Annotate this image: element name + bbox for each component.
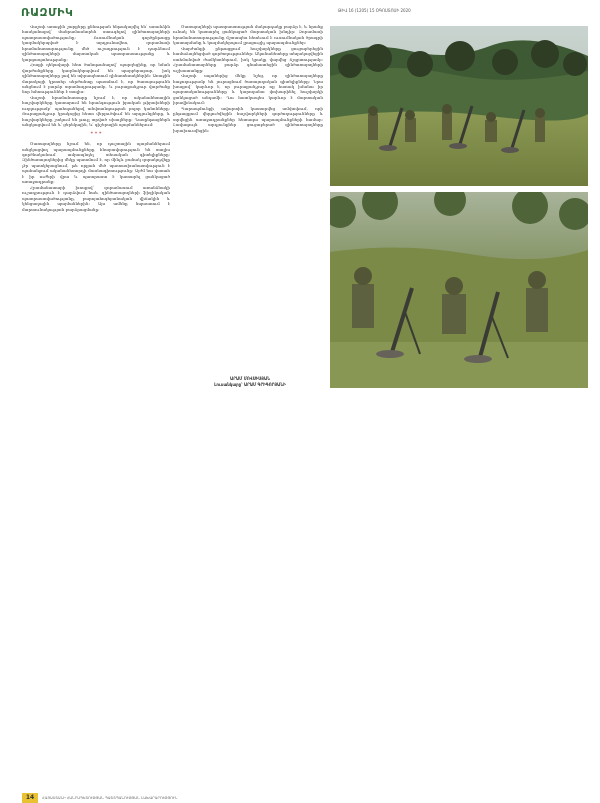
paragraph: Ծառայողների պատրաստության մակարդակը բարձր է, և նրանք ունակ են կատարել ցանկացած մարտական խնդիր։ Զորամասի հրամանատարությունը մշտապես հետևում է ուսումնական ծրագրի կատարմանը և կազմակերպում լրացուցիչ պարապմունքներ։ [173,24,323,46]
photo-mortar-crew-field [330,192,588,388]
paragraph: Վաշտի սպաներից մեկը նշեց, որ զինծառայողները հաջողությամբ են յուրացնում ծառայողական գիտելիքները։ Նրա խոսքով՝ կարևոր է, որ յուրաքանչյուր ոք հստակ իմանա իր պարտականությունները և կարողանա փոխարինել հաշվարկի ցանկացած անդամի։ Դա հատկապես կարևոր է մարտական իրավիճակում։ [173,73,323,106]
photo-mortar-crew-forest [330,26,588,186]
paragraph: Հոսքի ղեկավարի հետ ծանոթանալով՝ պարզեցինք, որ նման վարժանքները կազմակերպվում են պարբերաբար, իսկ զինծառայողները լավ են տիրապետում զինատեսակներին։ Առաջին մարտկոցի կրտսեր սերժանտը պատմում է, որ ծառայությունն անցնում է բարձր տրամադրությամբ, և յուրաքանչյուր վարժանք նոր հմտություններ է տալիս։ [22,62,170,95]
paragraph: Ծառայողները նշում են, որ դաշտային պայմաններում անցկացվող պարապմունքները հնարավորություն են տալիս գործնականում ամրապնդել տեսական գիտելիքները։ Զինծառայողներից մեկը պատմում է, որ մինչև բանակ զորակոչվելը չէր պատկերացնում, թե որքան մեծ պատասխանատվություն է պահանջում ականանետորդի մասնագիտությունը։ Այժմ նա վստահ է իր ուժերի վրա և պատրաստ է կատարել ցանկացած առաջադրանք։ [22,141,170,185]
magazine-logo: ՌԱԶՄԻԿ [21,6,74,19]
photo-credit: Լուսանկարը՝ ԱՐԱՄ ԳՐԻԳՈՐՅԱՆԻ [214,382,286,387]
paragraph: Պարապմունքի ավարտին կատարվեց ամփոփում, որի ընթացքում վերլուծվեցին հաշվարկների գործողությունները և տրվեցին առաջադրանքներ հետագա պարապմունքների համար։ Լավագույն արդյունքներ ցուցաբերած զինծառայողները խրախուսվեցին։ [173,105,323,133]
footer-text: ՀԱՅԱՍՏԱՆԻ ՀԱՆՐԱՊԵՏՈՒԹՅԱՆ ՊԱՇՏՊԱՆՈՒԹՅԱՆ ՆԱԽԱՐԱՐՈՒԹՅՈՒՆ [42,796,178,800]
article-column-1 [22,24,170,394]
article-column-2 [173,24,323,394]
paragraph: Հրամանատարի խոսքով՝ զորամասում առանձնակի ուշադրություն է դարձվում նաև զինծառայողների ֆիզիկական պատրաստվածությանը, բարոյահոգեբանական վիճակին և կենցաղային պայմաններին։ Այս ամենը նպաստում է մարտունակության բարձրացմանը։ [22,184,170,212]
photo-mortar-crew-forest-image [330,26,588,186]
page-header [0,0,600,24]
page-number: 14 [25,794,35,801]
photo-mortar-crew-field-image [330,192,588,388]
author-name: ԱՐԱՄ ՄՈՎՍԻՍՅԱՆ [230,376,270,381]
section-divider: * * * [90,130,102,137]
paragraph: Վարժանքի ընթացքում հաշվարկները ցուցաբերեցին համաձայնեցված գործողություններ։ Ականանետերը տեղակայվեցին սահմանված ժամկետներում, իսկ կրակը վարվեց ճշգրտությամբ։ Հրամանատարները բարձր գնահատեցին զինծառայողների աշխատանքը։ [173,45,323,73]
page-footer [0,395,600,801]
author-signature [200,376,300,388]
paragraph: Վաշտի առաջին շարքերը քննության ենթակայվել են՝ առանձին հասկանալով՝ մանրամասնորեն ստուգելով զինծառայողների պատրաստվածությունը։ Ուսումնական գործընթացը կազմակերպված է արդյունավետ, զորամասի հրամանատարությունը մեծ ուշադրություն է դարձնում զինծառայողների մարտական պատրաստությանը և կարգապահությանը։ [22,24,170,62]
issue-line: ԹԻՎ 16 (1205) 15 ՕԳՈՍՏՈՍԻ 2020 [338,8,411,13]
paragraph: Վաշտի հրամանատարը նշում է, որ ականանետային հաշվարկները կատարում են հրաձգություն իրական թիրախների ուղղությամբ՝ պահպանելով անվտանգության բոլոր կանոնները։ Յուրաքանչյուր կրակոցից հետո վերլուծվում են արդյունքները, և հաշվարկները շտկում են թույլ տրված սխալները։ Դասընթացներն անցկացվում են և՛ ցերեկային, և՛ գիշերային պայմաններում։ [22,94,170,128]
